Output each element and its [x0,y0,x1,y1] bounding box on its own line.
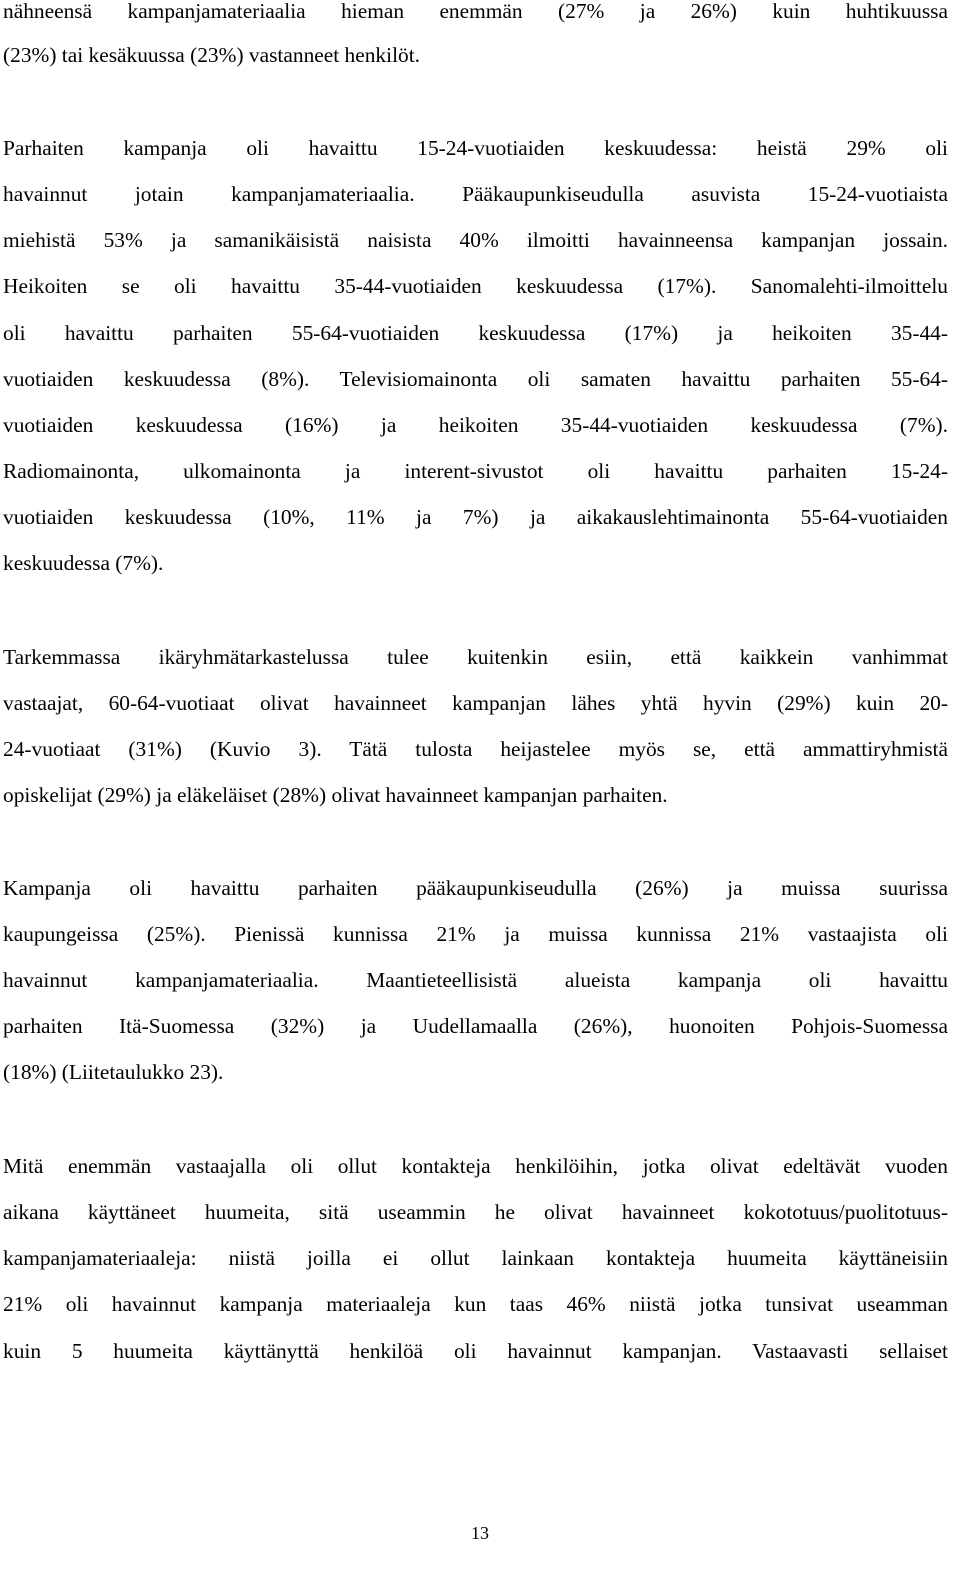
text-line: parhaiten Itä-Suomessa (32%) ja Uudellamaalla (26%), huonoiten Pohjois-Suomessa [3,1014,948,1038]
text-line: nähneensä kampanjamateriaalia hieman enemmän (27% ja 26%) kuin huhtikuussa [3,0,948,23]
text-line: Mitä enemmän vastaajalla oli ollut kontakteja henkilöihin, jotka olivat edeltävät vuoden [3,1154,948,1178]
text-line: Tarkemmassa ikäryhmätarkastelussa tulee kuitenkin esiin, että kaikkein vanhimmat [3,645,948,669]
text-line: Parhaiten kampanja oli havaittu 15-24-vuotiaiden keskuudessa: heistä 29% oli [3,136,948,160]
text-line: vastaajat, 60-64-vuotiaat olivat havainneet kampanjan lähes yhtä hyvin (29%) kuin 20- [3,691,948,715]
text-line: (18%) (Liitetaulukko 23). [3,1060,224,1084]
text-line: 21% oli havainnut kampanja materiaaleja kun taas 46% niistä jotka tunsivat useamman [3,1292,948,1316]
text-line: miehistä 53% ja samanikäisistä naisista 40% ilmoitti havainneensa kampanjan jossain. [3,228,948,252]
text-line: aikana käyttäneet huumeita, sitä useammin he olivat havainneet kokototuus/puolitotuus- [3,1200,948,1224]
text-line: Radiomainonta, ulkomainonta ja interent-sivustot oli havaittu parhaiten 15-24- [3,459,948,483]
text-line: 24-vuotiaat (31%) (Kuvio 3). Tätä tulosta heijastelee myös se, että ammattiryhmistä [3,737,948,761]
text-line: Heikoiten se oli havaittu 35-44-vuotiaiden keskuudessa (17%). Sanomalehti-ilmoittelu [3,274,948,298]
text-line: vuotiaiden keskuudessa (10%, 11% ja 7%) ja aikakauslehtimainonta 55-64-vuotiaiden [3,505,948,529]
text-line: Kampanja oli havaittu parhaiten pääkaupunkiseudulla (26%) ja muissa suurissa [3,876,948,900]
text-line: opiskelijat (29%) ja eläkeläiset (28%) olivat havainneet kampanjan parhaiten. [3,783,668,807]
text-line: kuin 5 huumeita käyttänyttä henkilöä oli havainnut kampanjan. Vastaavasti sellaiset [3,1339,948,1363]
text-line: havainnut kampanjamateriaalia. Maantieteellisistä alueista kampanja oli havaittu [3,968,948,992]
text-line: kampanjamateriaaleja: niistä joilla ei ollut lainkaan kontakteja huumeita käyttäneisiin [3,1246,948,1270]
text-line: kaupungeissa (25%). Pienissä kunnissa 21% ja muissa kunnissa 21% vastaajista oli [3,922,948,946]
text-line: vuotiaiden keskuudessa (8%). Televisiomainonta oli samaten havaittu parhaiten 55-64- [3,367,948,391]
text-line: keskuudessa (7%). [3,551,164,575]
text-line: (23%) tai kesäkuussa (23%) vastanneet henkilöt. [3,43,420,67]
text-line: vuotiaiden keskuudessa (16%) ja heikoiten 35-44-vuotiaiden keskuudessa (7%). [3,413,948,437]
text-line: havainnut jotain kampanjamateriaalia. Pääkaupunkiseudulla asuvista 15-24-vuotiaista [3,182,948,206]
text-line: oli havaittu parhaiten 55-64-vuotiaiden keskuudessa (17%) ja heikoiten 35-44- [3,321,948,345]
page-number: 13 [471,1523,489,1543]
